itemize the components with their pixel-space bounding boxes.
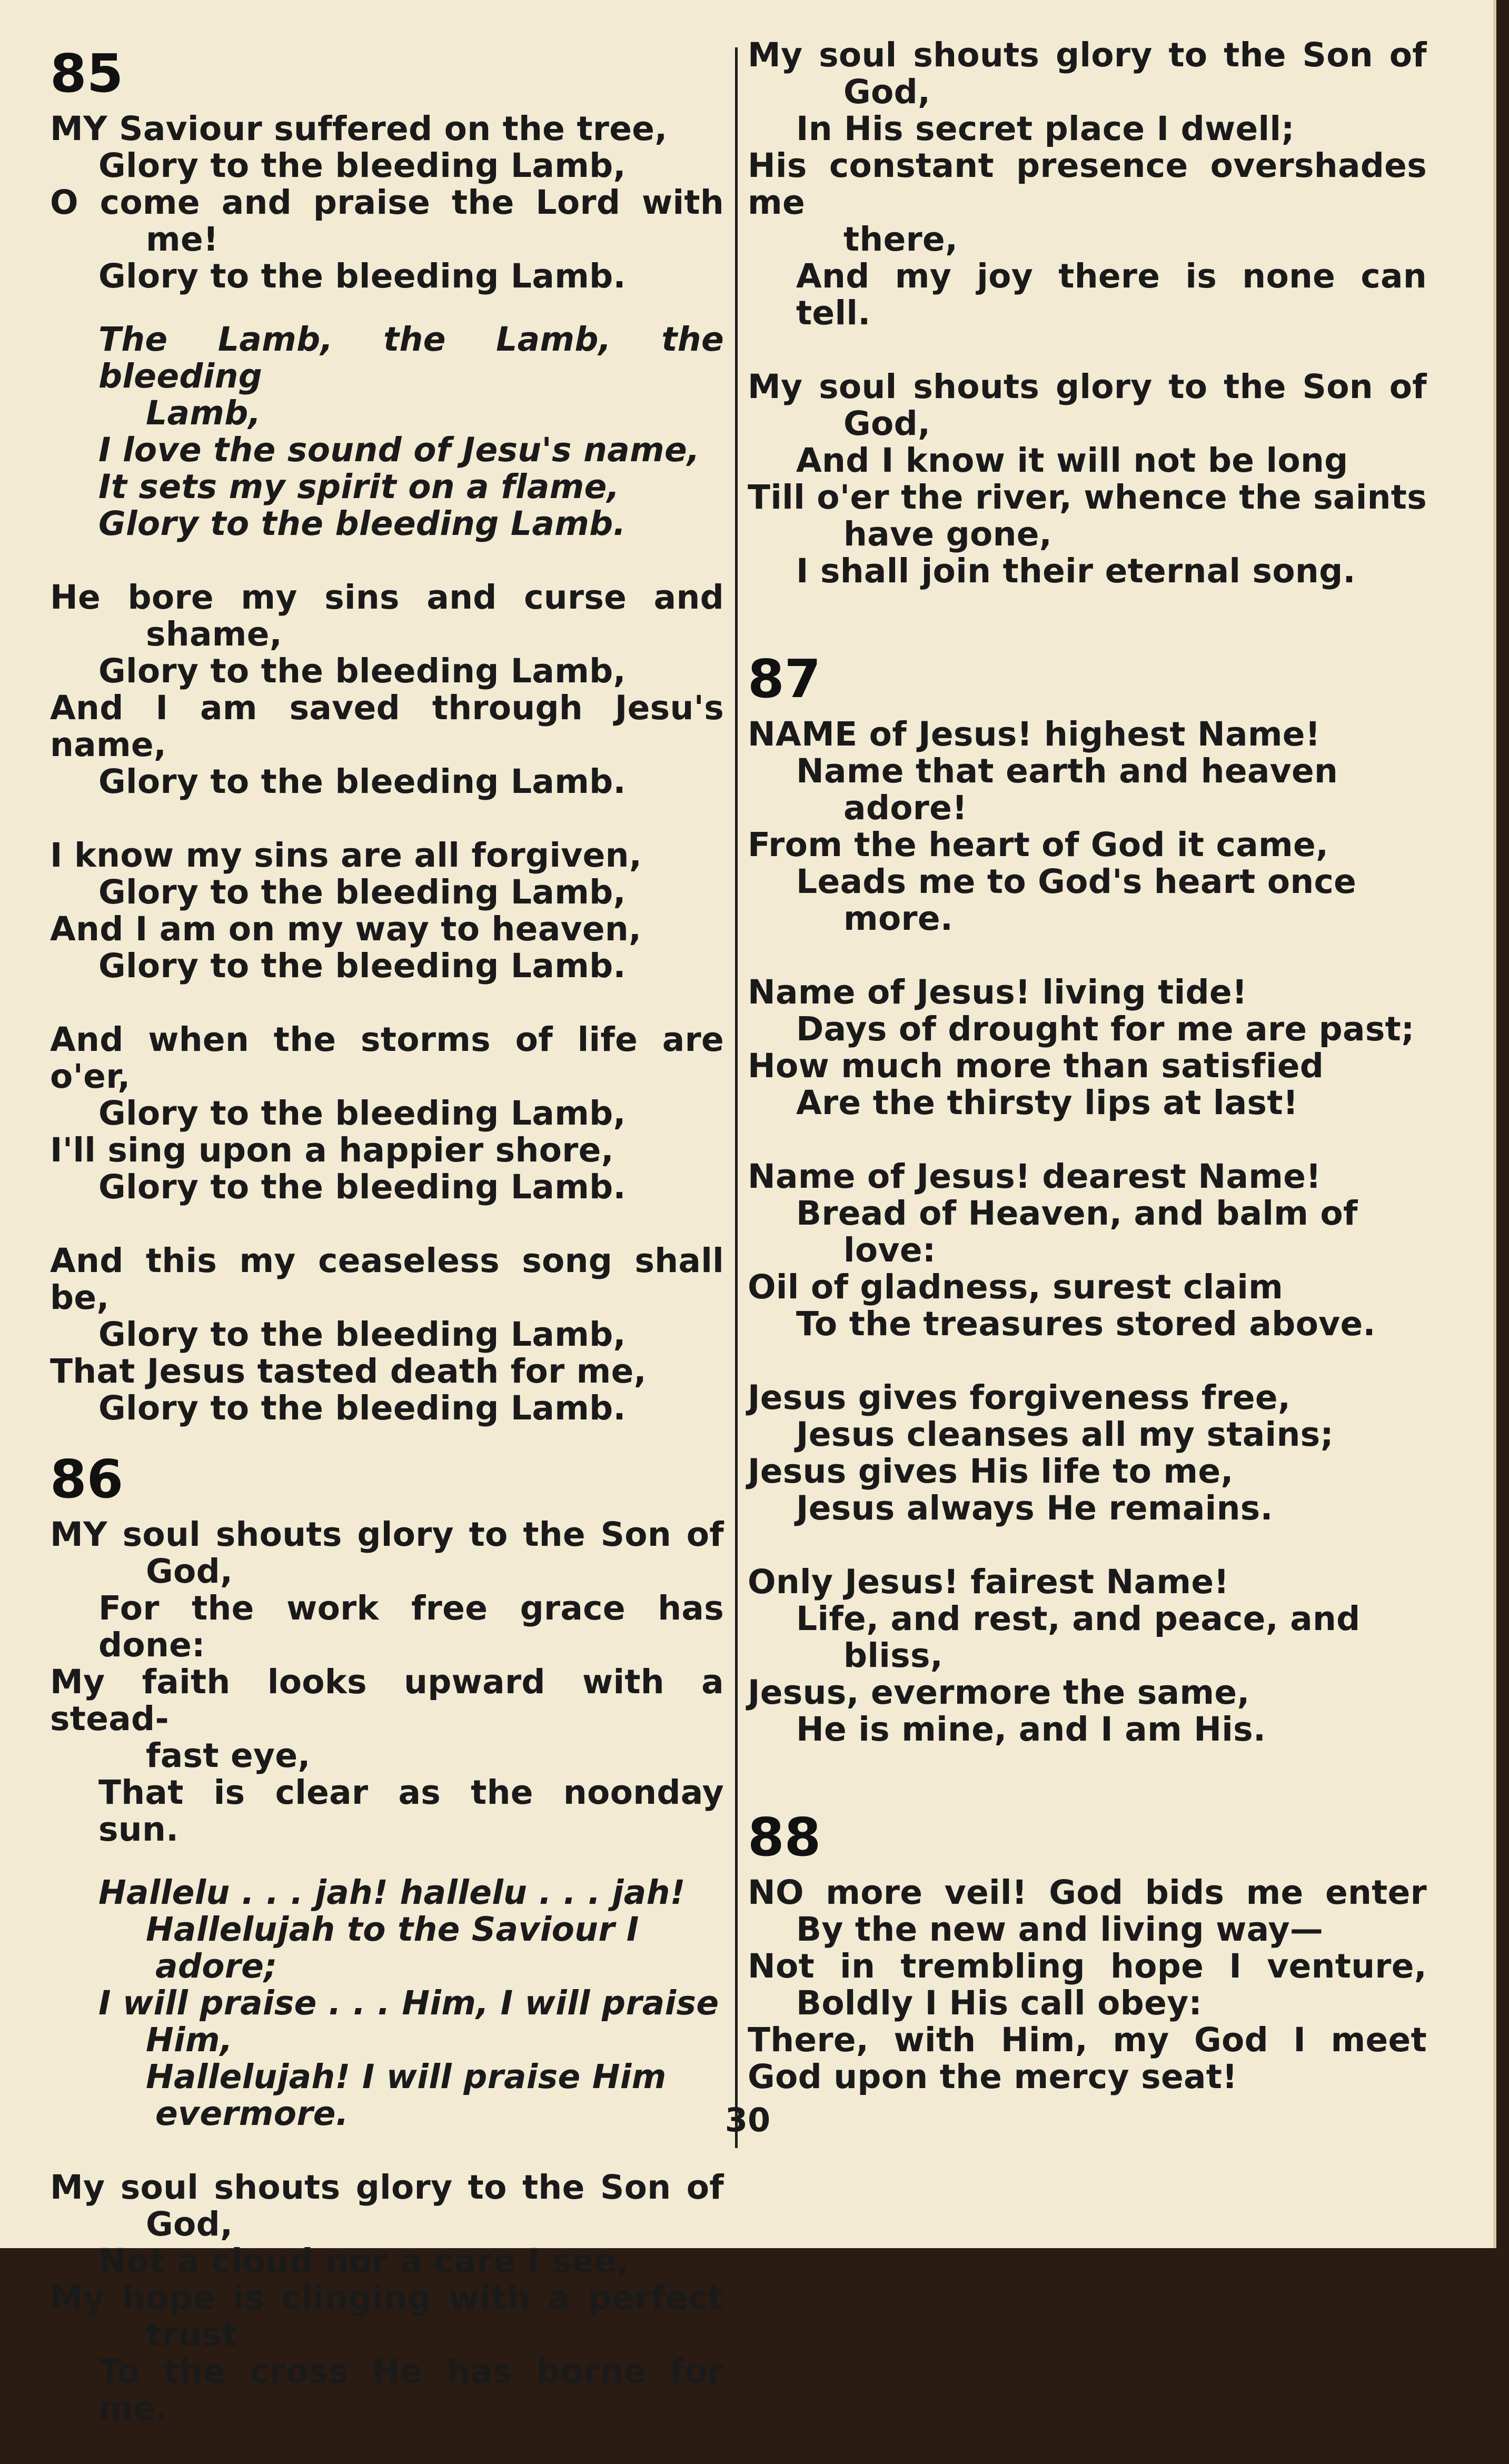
hymn-line: Are the thirsty lips at last! xyxy=(796,1084,1298,1122)
hymn-line: Jesus cleanses all my stains; xyxy=(796,1415,1334,1454)
verse xyxy=(748,716,1427,937)
hymn-number: 87 xyxy=(748,648,821,710)
hymn-line: God, xyxy=(843,73,931,111)
hymn-line: I know my sins are all forgiven, xyxy=(50,836,642,875)
hymn-line: Glory to the bleeding Lamb. xyxy=(98,762,626,801)
hymn xyxy=(50,42,724,1427)
hymn-line: Leads me to God's heart once xyxy=(796,862,1357,901)
verse xyxy=(748,369,1427,590)
hymn-line: God, xyxy=(843,404,931,443)
hymn-line: Hallelujah! I will praise Him xyxy=(146,2058,667,2096)
hymn-line: My soul shouts glory to the Son of xyxy=(50,2168,724,2207)
hymn-line: there, xyxy=(843,220,958,259)
verse xyxy=(50,111,724,295)
hymn-line: adore! xyxy=(843,789,968,827)
hymn-line: My hope is clinging with a perfect xyxy=(50,2279,724,2317)
hymn-line: God upon the mercy seat! xyxy=(748,2058,1238,2096)
hymn-line: And my joy there is none can tell. xyxy=(796,257,1427,332)
hymn-line: Jesus gives forgiveness free, xyxy=(748,1378,1291,1417)
hymn-line: Glory to the bleeding Lamb, xyxy=(98,1094,626,1132)
hymn-number: 85 xyxy=(50,43,124,104)
verse xyxy=(50,1243,724,1427)
verse xyxy=(748,1564,1427,1748)
hymn-line: Boldly I His call obey: xyxy=(796,1984,1202,2022)
hymn-line: NO more veil! God bids me enter xyxy=(748,1873,1427,1912)
hymn-line: Hallelu . . . jah! hallelu . . . jah! xyxy=(98,1873,686,1912)
hymn-line: Glory to the bleeding Lamb. xyxy=(98,257,626,295)
hymn xyxy=(748,1806,1427,2095)
hymn-line: Oil of gladness, surest claim xyxy=(748,1268,1284,1306)
verse xyxy=(748,1874,1427,2095)
hymn-number: 86 xyxy=(50,1448,124,1510)
hymn-line: And I know it will not be long xyxy=(796,441,1348,480)
hymn-line: love: xyxy=(843,1231,936,1269)
hymn-line: trust xyxy=(146,2316,239,2354)
verse xyxy=(50,837,724,985)
hymn-line: Glory to the bleeding Lamb. xyxy=(98,504,626,543)
hymn-line: Glory to the bleeding Lamb, xyxy=(98,146,626,185)
page-number: 30 xyxy=(724,2101,771,2139)
hymn-line: For the work free grace has done: xyxy=(98,1589,724,1664)
hymn-line: Name that earth and heaven xyxy=(796,752,1338,790)
hymn-line: That is clear as the noonday sun. xyxy=(98,1773,724,1849)
hymn-line: And I am saved through Jesu's name, xyxy=(50,689,724,764)
verse xyxy=(748,974,1427,1121)
hymn-line: He bore my sins and curse and xyxy=(50,578,724,617)
hymn-line: His constant presence overshades me xyxy=(748,146,1427,222)
hymn-line: Only Jesus! fairest Name! xyxy=(748,1563,1229,1601)
left-column xyxy=(50,37,724,2464)
hymn-line: Jesus always He remains. xyxy=(796,1489,1273,1527)
hymn-line: Name of Jesus! dearest Name! xyxy=(748,1157,1322,1196)
hymn-line: O come and praise the Lord with xyxy=(50,183,724,222)
hymn-line: Not in trembling hope I venture, xyxy=(748,1947,1427,1985)
hymn-line: Glory to the bleeding Lamb. xyxy=(98,1168,626,1206)
hymn-line: Days of drought for me are past; xyxy=(796,1010,1415,1048)
verse xyxy=(50,1516,724,1848)
hymn-line: MY soul shouts glory to the Son of xyxy=(50,1515,724,1554)
hymn-line: And I am on my way to heaven, xyxy=(50,910,642,948)
hymn-line: To the treasures stored above. xyxy=(796,1305,1376,1343)
chorus xyxy=(50,1874,724,2132)
hymn-line: shame, xyxy=(146,615,282,653)
hymn-line: From the heart of God it came, xyxy=(748,826,1329,864)
hymn-line: me! xyxy=(146,220,219,259)
hymn-line: My soul shouts glory to the Son of xyxy=(748,367,1427,406)
hymn-line: That Jesus tasted death for me, xyxy=(50,1352,647,1390)
hymn-line: Jesus gives His life to me, xyxy=(748,1452,1234,1491)
hymn-line: have gone, xyxy=(843,515,1052,553)
verse xyxy=(748,1158,1427,1343)
hymn-line: I'll sing upon a happier shore, xyxy=(50,1131,614,1169)
hymn-line: Hallelujah to the Saviour I xyxy=(146,1910,639,1949)
hymn-line: bliss, xyxy=(843,1636,944,1675)
hymn-line: My soul shouts glory to the Son of xyxy=(748,36,1427,74)
hymn xyxy=(748,37,1427,590)
hymn-line: Bread of Heaven, and balm of xyxy=(796,1194,1358,1233)
hymn-line: I shall join their eternal song. xyxy=(796,552,1356,590)
hymn-line: How much more than satisfied xyxy=(748,1047,1324,1085)
hymn-line: Name of Jesus! living tide! xyxy=(748,973,1247,1011)
column-divider xyxy=(735,47,738,2148)
hymn xyxy=(748,648,1427,1748)
chorus xyxy=(50,321,724,542)
verse xyxy=(50,579,724,800)
hymn-line: Him, xyxy=(146,2021,233,2059)
hymn-line: I love the sound of Jesu's name, xyxy=(98,431,700,469)
verse xyxy=(50,1021,724,1206)
right-column xyxy=(748,37,1427,2132)
hymn-line: In His secret place I dwell; xyxy=(796,110,1295,148)
hymn-line: Glory to the bleeding Lamb, xyxy=(98,652,626,690)
hymn-line: Glory to the bleeding Lamb, xyxy=(98,873,626,911)
hymn-line: NAME of Jesus! highest Name! xyxy=(748,715,1321,753)
hymn-line: There, with Him, my God I meet xyxy=(748,2021,1427,2059)
hymn-line: God, xyxy=(146,1552,233,1591)
hymn-line: Glory to the bleeding Lamb, xyxy=(98,1315,626,1354)
hymn-line: And this my ceaseless song shall be, xyxy=(50,1241,724,1317)
hymn xyxy=(50,1448,724,2427)
hymn-line: MY Saviour suffered on the tree, xyxy=(50,110,668,148)
hymn-number: 88 xyxy=(748,1806,821,1868)
hymn-line: To the cross He has borne for me. xyxy=(98,2352,724,2428)
hymn-line: Jesus, evermore the same, xyxy=(748,1673,1250,1712)
verse xyxy=(50,2169,724,2427)
hymn-line: Glory to the bleeding Lamb. xyxy=(98,947,626,985)
hymn-line: God, xyxy=(146,2205,233,2243)
hymn-line: By the new and living way— xyxy=(796,1910,1324,1949)
hymn-line: My faith looks upward with a stead- xyxy=(50,1663,724,1738)
hymn-line: Not a cloud nor a care I see, xyxy=(98,2242,630,2280)
hymn-line: Life, and rest, and peace, and xyxy=(796,1599,1361,1638)
hymn-line: And when the storms of life are o'er, xyxy=(50,1020,724,1096)
hymn-line: The Lamb, the Lamb, the bleeding xyxy=(98,320,724,395)
verse xyxy=(748,1379,1427,1527)
verse xyxy=(748,37,1427,332)
hymn-line: adore; xyxy=(155,1947,277,1985)
hymn-line: fast eye, xyxy=(146,1736,311,1775)
hymn-line: It sets my spirit on a flame, xyxy=(98,468,620,506)
hymn-line: evermore. xyxy=(155,2094,349,2133)
hymn-line: Lamb, xyxy=(146,394,261,432)
hymn-line: I will praise . . . Him, I will praise xyxy=(98,1984,719,2022)
hymn-line: more. xyxy=(843,899,954,938)
hymn-line: He is mine, and I am His. xyxy=(796,1710,1266,1748)
hymn-line: Glory to the bleeding Lamb. xyxy=(98,1389,626,1427)
hymn-line: Till o'er the river, whence the saints xyxy=(748,478,1427,516)
